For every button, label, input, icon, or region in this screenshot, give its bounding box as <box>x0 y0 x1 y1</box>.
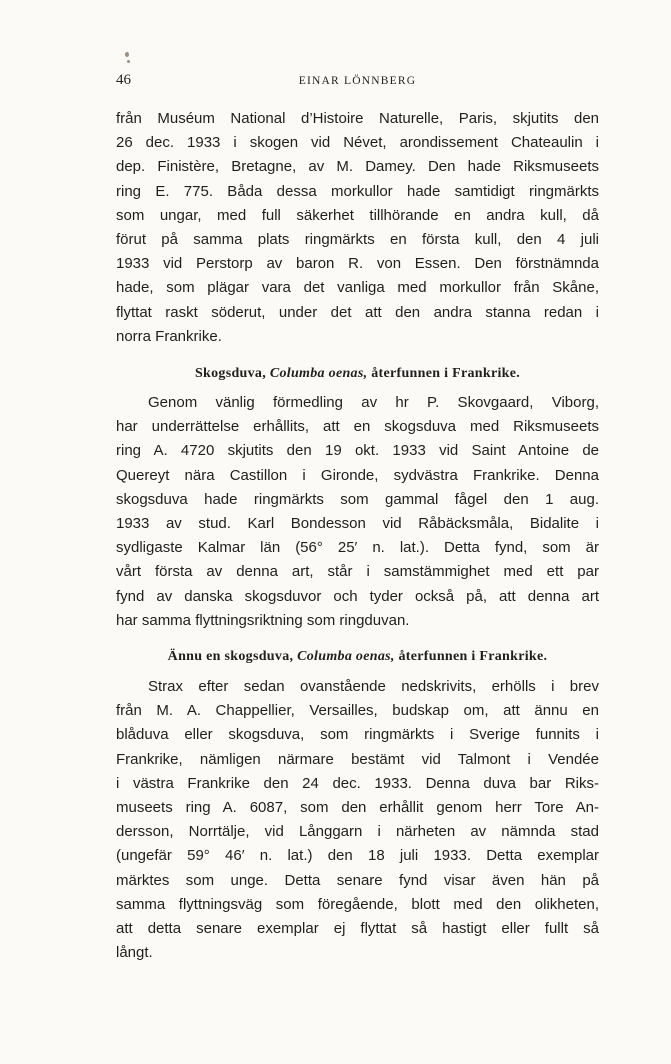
text-line: Strax efter sedan ovanstående nedskrivits, erhölls i brev <box>148 678 599 695</box>
text-line: har samma flyttningsriktning som ringduvan. <box>116 611 410 629</box>
section-body-skogsduva <box>116 391 599 633</box>
text-line: hade, som plägar vara det vanliga med morkullor från Skåne, <box>116 279 599 297</box>
text-line: museets ring A. 6087, som den erhållit genom herr Tore An- <box>116 798 599 816</box>
text-line: ring A. 4720 skjutits den 19 okt. 1933 vid Saint Antoine de <box>116 442 599 460</box>
paper-speck <box>125 52 129 57</box>
text-line: 26 dec. 1933 i skogen vid Névet, arondissement Chateaulin i <box>116 134 599 152</box>
text-line: från M. A. Chappellier, Versailles, budskap om, att ännu en <box>116 702 599 720</box>
text-line: (ungefär 59° 46′ n. lat.) den 18 juli 1933. Detta exemplar <box>116 847 599 865</box>
heading-prefix: Ännu en skogsduva, <box>167 649 294 664</box>
text-line: långt. <box>116 944 153 962</box>
heading-suffix: återfunnen i Frankrike. <box>398 649 548 664</box>
running-head <box>116 72 599 92</box>
section-heading-skogsduva <box>116 366 599 382</box>
text-line: att detta senare exemplar ej flyttat så hastigt eller fullt så <box>116 919 599 937</box>
text-line: förut på samma plats ringmärkts en första kull, den 4 juli <box>116 230 599 248</box>
heading-prefix: Skogsduva, <box>194 366 267 381</box>
text-line: vårt första av denna art, står i samstämmighet med ett par <box>116 563 599 581</box>
heading-suffix: återfunnen i Frankrike. <box>371 366 521 381</box>
section-heading-annu-en-skogsduva <box>116 649 599 665</box>
text-line: samma flyttningsväg som föregående, blott med den olikheten, <box>116 895 599 913</box>
text-line: dersson, Norrtälje, vid Långgarn i närheten av nämnda stad <box>116 823 599 841</box>
text-line: Frankrike, nämligen närmare bestämt vid Talmont i Vendée <box>116 750 599 768</box>
paper-speck <box>127 60 130 63</box>
text-line: som ungar, med full säkerhet tillhörande en andra kull, då <box>116 206 599 224</box>
text-line: flyttat raskt söderut, under det att den andra stanna redan i <box>116 303 599 321</box>
text-line: 1933 vid Perstorp av baron R. von Essen. Den förstnämnda <box>116 255 599 273</box>
text-line: ring E. 775. Båda dessa morkullor hade samtidigt ringmärkts <box>116 182 599 200</box>
running-title: EINAR LÖNNBERG <box>298 75 417 87</box>
section-body-annu-en-skogsduva <box>116 675 599 965</box>
text-line: i västra Frankrike den 24 dec. 1933. Denna duva bar Riks- <box>116 774 599 792</box>
text-line: Quereyt nära Castillon i Gironde, sydvästra Frankrike. Denna <box>116 466 599 484</box>
heading-taxon: Columba oenas, <box>297 649 395 664</box>
text-line: blåduva eller skogsduva, som ringmärkts i Sverige funnits i <box>116 726 599 744</box>
text-line: Genom vänlig förmedling av hr P. Skovgaard, Viborg, <box>148 394 599 411</box>
text-line: märktes som unge. Detta senare fynd visar även hän på <box>116 871 599 889</box>
heading-taxon: Columba oenas, <box>269 366 368 381</box>
page-number: 46 <box>116 72 131 88</box>
text-line: skogsduva hade ringmärkts som gammal fågel den 1 aug. <box>116 490 599 508</box>
text-line: dep. Finistère, Bretagne, av M. Damey. Den hade Riksmuseets <box>116 158 599 176</box>
text-line: norra Frankrike. <box>116 327 222 345</box>
paragraph-continued <box>116 107 599 349</box>
text-line: från Muséum National d’Histoire Naturelle, Paris, skjutits den <box>116 110 599 127</box>
text-line: har underrättelse erhållits, att en skogsduva med Riksmuseets <box>116 418 599 436</box>
text-line: 1933 av stud. Karl Bondesson vid Råbäcksmåla, Bidalite i <box>116 514 599 532</box>
text-line: fynd av danska skogsduvor och tyder också på, att denna art <box>116 587 599 605</box>
text-line: sydligaste Kalmar län (56° 25′ n. lat.). Detta fynd, som är <box>116 539 599 557</box>
